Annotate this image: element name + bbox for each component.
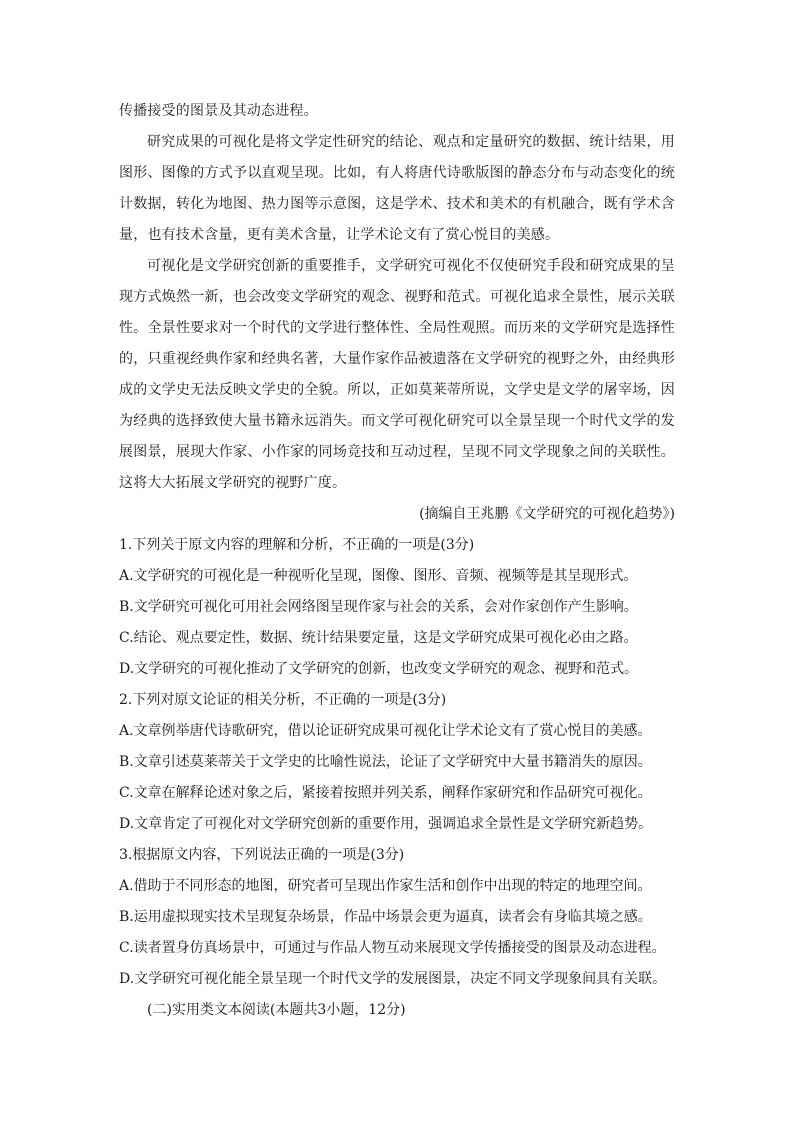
option-b: B.文学研究可视化可用社会网络图呈现作家与社会的关系，会对作家创作产生影响。 xyxy=(119,599,638,615)
option-a: A.借助于不同形态的地图，研究者可呈现出作家生活和创作中出现的特定的地理空间。 xyxy=(119,878,652,894)
option-d: D.文章肯定了可视化对文学研究创新的重要作用，强调追求全景性是文学研究新趋势。 xyxy=(119,816,653,832)
question-stem: 1.下列关于原文内容的理解和分析，不正确的一项是(3分) xyxy=(119,537,475,553)
option-c: C.结论、观点要定性，数据、统计结果要定量，这是文学研究成果可视化必由之路。 xyxy=(119,630,638,646)
question-3 xyxy=(119,840,675,995)
question-2 xyxy=(119,685,675,840)
option-d: D.文学研究的可视化推动了文学研究的创新，也改变文学研究的观念、视野和范式。 xyxy=(119,661,639,677)
passage-paragraph-2: 可视化是文学研究创新的重要推手，文学研究可视化不仅使研究手段和研究成果的呈现方式焕然一新，也会改变文学研究的观念、视野和范式。可视化追求全景性，展示关联性。全景性要求对一个时代的文学进行整体性、全局性观照。而历来的文学研究是选择性的，只重视经典作家和经典名著，大量作家作品被遗落在文学研究的视野之外，由经典形成的文学史无法反映文学史的全貌。所以，正如莫莱蒂所说，文学史是文学的屠宰场，因为经典的选择致使大量书籍永远消失。而文学可视化研究可以全景呈现一个时代文学的发展图景，展现大作家、小作家的同场竞技和互动过程，呈现不同文学现象之间的关联性。这将大大拓展文学研究的视野广度。 xyxy=(119,258,675,491)
option-c: C.文章在解释论述对象之后，紧接着按照并列关系，阐释作家研究和作品研究可视化。 xyxy=(119,785,652,801)
option-b: B.文章引述莫莱蒂关于文学史的比喻性说法，论证了文学研究中大量书籍消失的原因。 xyxy=(119,754,652,770)
passage-paragraph-1: 研究成果的可视化是将文学定性研究的结论、观点和定量研究的数据、统计结果，用图形、图像的方式予以直观呈现。比如，有人将唐代诗歌版图的静态分布与动态变化的统计数据，转化为地图、热力图等示意图，这是学术、技术和美术的有机融合，既有学术含量，也有技术含量，更有美术含量，让学术论文有了赏心悦目的美感。 xyxy=(119,134,675,243)
section-heading: (二)实用类文本阅读(本题共3小题，12分) xyxy=(147,1002,406,1018)
question-1 xyxy=(119,530,675,685)
question-stem: 3.根据原文内容，下列说法正确的一项是(3分) xyxy=(119,847,405,863)
option-a: A.文学研究的可视化是一种视听化呈现，图像、图形、音频、视频等是其呈现形式。 xyxy=(119,568,638,584)
document-page xyxy=(119,96,675,1026)
option-b: B.运用虚拟现实技术呈现复杂场景，作品中场景会更为逼真，读者会有身临其境之感。 xyxy=(119,909,652,925)
option-d: D.文学研究可视化能全景呈现一个时代文学的发展图景，决定不同文学现象间具有关联。 xyxy=(119,971,667,987)
question-stem: 2.下列对原文论证的相关分析，不正确的一项是(3分) xyxy=(119,692,447,708)
option-c: C.读者置身仿真场景中，可通过与作品人物互动来展现文学传播接受的图景及动态进程。 xyxy=(119,940,666,956)
option-a: A.文章例举唐代诗歌研究，借以论证研究成果可视化让学术论文有了赏心悦目的美感。 xyxy=(119,723,652,739)
passage-line-continuation: 传播接受的图景及其动态进程。 xyxy=(119,103,318,119)
passage-source: (摘编自王兆鹏《文学研究的可视化趋势》) xyxy=(419,506,675,522)
